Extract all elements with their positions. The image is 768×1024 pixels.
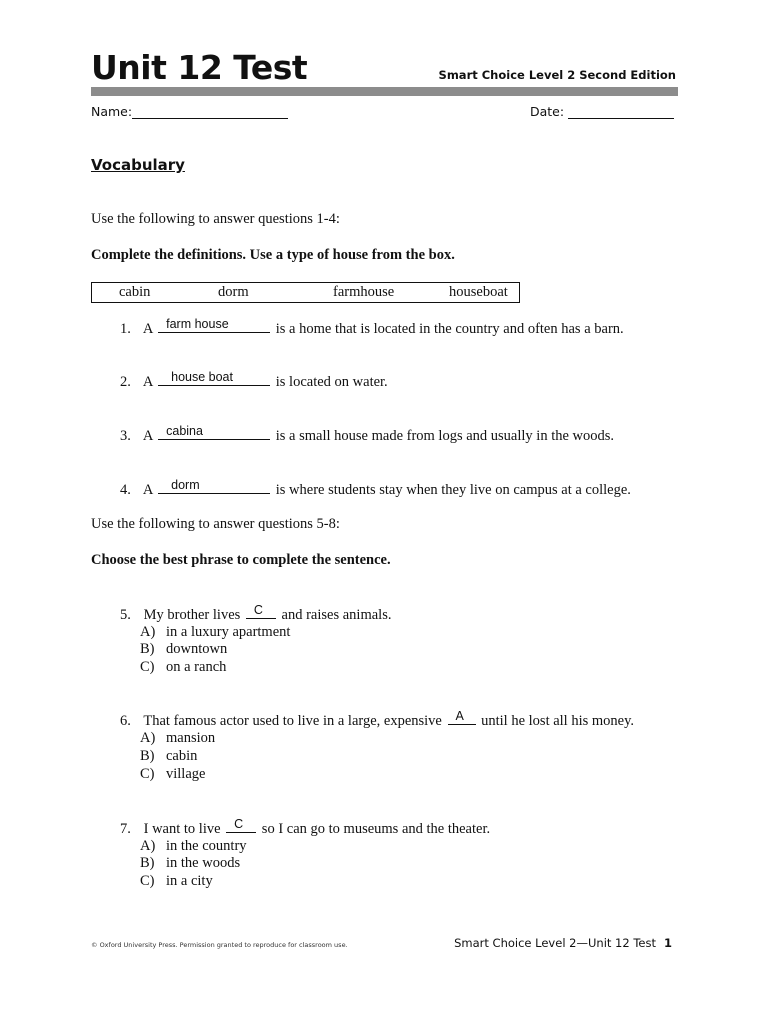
option-letter: C) — [140, 659, 155, 675]
answer-blank[interactable] — [226, 817, 256, 833]
question-number: 6. — [120, 713, 131, 729]
question-prefix: I want to live — [143, 821, 221, 837]
question-number: 7. — [120, 821, 131, 837]
question-2 — [120, 370, 388, 391]
question-7 — [120, 817, 491, 838]
option-text: village — [166, 766, 206, 782]
option-text: on a ranch — [166, 659, 227, 675]
answer-text: farm house — [166, 317, 229, 331]
option-c[interactable] — [140, 873, 213, 890]
answer-text: C — [234, 817, 244, 831]
question-suffix: so I can go to museums and the theater. — [261, 821, 491, 837]
date-label: Date: — [530, 104, 565, 119]
answer-text: house boat — [171, 370, 233, 384]
word-box — [91, 282, 520, 303]
option-letter: B) — [140, 855, 155, 871]
section-title: Vocabulary — [91, 156, 185, 174]
question-number: 4. — [120, 482, 131, 498]
word-box-item: cabin — [119, 284, 151, 300]
copyright-notice: © Oxford University Press. Permission granted to reproduce for classroom use. — [91, 941, 348, 949]
page-number: 1 — [663, 936, 672, 950]
answer-blank[interactable] — [158, 317, 270, 333]
answer-text: C — [253, 603, 263, 617]
question-suffix: is where students stay when they live on campus at a college. — [275, 482, 631, 498]
name-field[interactable] — [91, 104, 288, 119]
footer-course — [454, 936, 672, 950]
question-prefix: That famous actor used to live in a large, expensive — [143, 713, 442, 729]
answer-blank[interactable] — [246, 603, 276, 619]
answer-blank[interactable] — [158, 478, 270, 494]
option-letter: C) — [140, 873, 155, 889]
option-a[interactable] — [140, 730, 215, 747]
question-prefix: A — [142, 374, 153, 390]
question-suffix: until he lost all his money. — [481, 713, 635, 729]
question-number: 5. — [120, 607, 131, 623]
option-letter: A) — [140, 730, 156, 746]
question-number: 2. — [120, 374, 131, 390]
option-text: in a luxury apartment — [166, 624, 291, 640]
question-3 — [120, 424, 615, 445]
option-a[interactable] — [140, 624, 290, 641]
question-6 — [120, 709, 635, 730]
question-1 — [120, 317, 624, 338]
option-letter: B) — [140, 641, 155, 657]
question-number: 3. — [120, 428, 131, 444]
question-prefix: A — [142, 428, 153, 444]
header-divider — [91, 87, 678, 96]
page-title: Unit 12 Test — [91, 48, 308, 87]
word-box-item: farmhouse — [333, 284, 395, 300]
option-letter: A) — [140, 624, 156, 640]
option-b[interactable] — [140, 748, 197, 765]
question-suffix: is located on water. — [275, 374, 388, 390]
date-field[interactable] — [530, 104, 674, 119]
question-suffix: is a home that is located in the country and often has a barn. — [275, 321, 624, 337]
question-suffix: and raises animals. — [281, 607, 392, 623]
part2-intro: Use the following to answer questions 5-8: — [91, 516, 340, 532]
question-prefix: My brother lives — [143, 607, 241, 623]
question-prefix: A — [142, 321, 153, 337]
name-label: Name: — [91, 104, 133, 119]
option-c[interactable] — [140, 766, 205, 783]
option-c[interactable] — [140, 659, 226, 676]
word-box-item: houseboat — [449, 284, 508, 300]
part2-instruction: Choose the best phrase to complete the sentence. — [91, 552, 391, 568]
question-number: 1. — [120, 321, 131, 337]
option-b[interactable] — [140, 641, 227, 658]
question-5 — [120, 603, 392, 624]
option-text: in the country — [166, 838, 247, 854]
option-letter: C) — [140, 766, 155, 782]
answer-blank[interactable] — [158, 424, 270, 440]
option-text: mansion — [166, 730, 216, 746]
part1-instruction: Complete the definitions. Use a type of house from the box. — [91, 247, 455, 263]
part1-intro: Use the following to answer questions 1-4: — [91, 211, 340, 227]
question-4 — [120, 478, 631, 499]
option-text: in the woods — [166, 855, 241, 871]
word-box-item: dorm — [218, 284, 249, 300]
date-line[interactable] — [568, 104, 674, 119]
option-text: downtown — [166, 641, 228, 657]
edition-label: Smart Choice Level 2 Second Edition — [438, 68, 676, 82]
answer-text: dorm — [171, 478, 200, 492]
question-suffix: is a small house made from logs and usually in the woods. — [275, 428, 615, 444]
answer-text: A — [455, 709, 464, 723]
answer-blank[interactable] — [158, 370, 270, 386]
option-b[interactable] — [140, 855, 240, 872]
question-prefix: A — [142, 482, 153, 498]
option-text: in a city — [166, 873, 213, 889]
option-letter: A) — [140, 838, 156, 854]
footer-course-label: Smart Choice Level 2—Unit 12 Test — [454, 936, 656, 950]
answer-blank[interactable] — [448, 709, 476, 725]
option-text: cabin — [166, 748, 198, 764]
option-a[interactable] — [140, 838, 247, 855]
option-letter: B) — [140, 748, 155, 764]
name-line[interactable] — [132, 104, 288, 119]
answer-text: cabina — [166, 424, 203, 438]
